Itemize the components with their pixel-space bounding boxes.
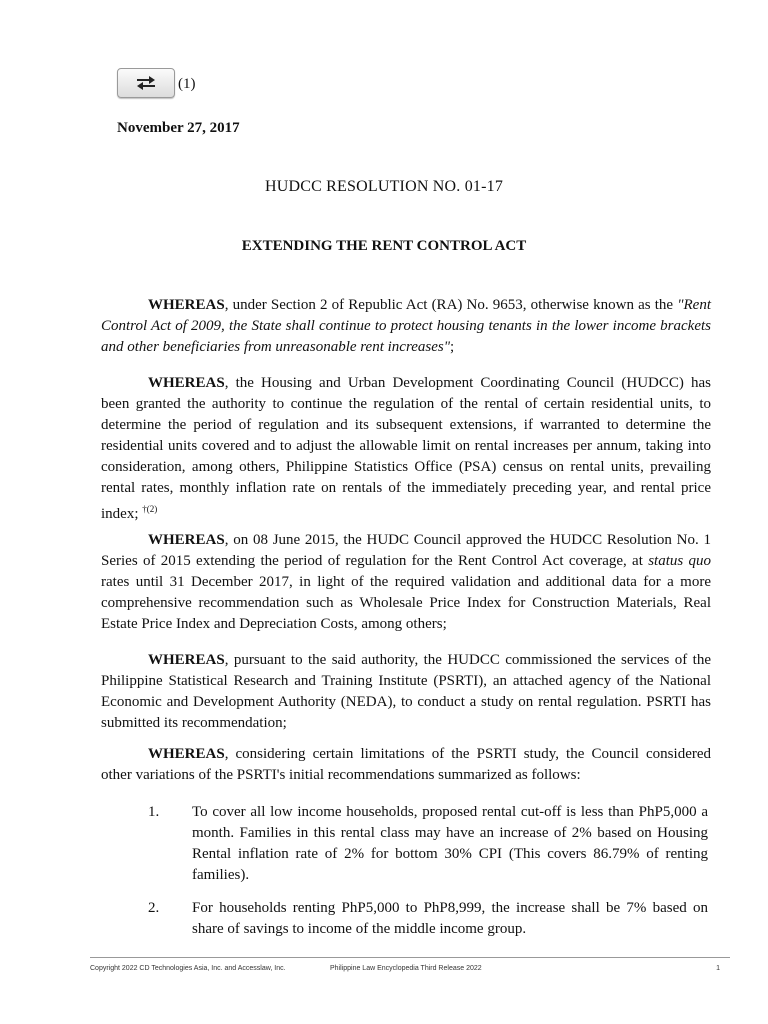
whereas-paragraph-5 <box>101 744 711 786</box>
resolution-number: HUDCC RESOLUTION NO. 01-17 <box>264 178 504 195</box>
paragraph-quote: "Rent Control Act of 2009, the State shall continue to protect housing tenants in the lower income brackets and other beneficiaries from unreasonable rent increases" <box>101 297 711 355</box>
paragraph-text: rates until 31 December 2017, in light of the required validation and additional data for a more comprehensive recommendation such as Wholesale Price Index for Construction Materials, Real Estate Price Index and Depreciation Costs, among others; <box>101 574 711 632</box>
whereas-paragraph-2 <box>101 373 711 525</box>
footer-divider <box>90 957 730 958</box>
footnote-superscript[interactable]: †(2) <box>142 504 158 514</box>
whereas-paragraph-1 <box>101 295 711 358</box>
paragraph-text: , pursuant to the said authority, the HUDCC commissioned the services of the Philippine Statistical Research and Training Institute (PSRTI), an attached agency of the National Economic and Development Authority (NEDA), to conduct a study on rental regulation. PSRTI has submitted its recommendation; <box>101 652 711 731</box>
whereas-paragraph-4 <box>101 650 711 734</box>
paragraph-text: , on 08 June 2015, the HUDC Council approved the HUDCC Resolution No. 1 Series of 2015 extending the period of regulation for the Rent Control Act coverage, at <box>101 532 711 569</box>
list-item-text: For households renting PhP5,000 to PhP8,999, the increase shall be 7% based on share of savings to income of the middle income group. <box>192 900 708 937</box>
paragraph-italic: status quo <box>648 553 711 569</box>
footer-publication: Philippine Law Encyclopedia Third Release 2022 <box>330 965 482 972</box>
swap-arrows-icon <box>133 75 159 91</box>
footer-copyright: Copyright 2022 CD Technologies Asia, Inc. and Accesslaw, Inc. <box>90 965 286 972</box>
whereas-paragraph-3 <box>101 530 711 635</box>
resolution-title: EXTENDING THE RENT CONTROL ACT <box>241 238 527 254</box>
swap-toggle-button[interactable] <box>117 68 175 98</box>
footer-page-number: 1 <box>716 965 720 972</box>
whereas-lead: WHEREAS <box>148 532 225 548</box>
document-date: November 27, 2017 <box>117 120 240 136</box>
footnote-reference[interactable]: (1) <box>178 76 196 92</box>
paragraph-text: ; <box>450 339 455 355</box>
paragraph-text: , the Housing and Urban Development Coordinating Council (HUDCC) has been granted the authority to continue the regulation of the rental of certain residential units, to determine the period of regulation and its subsequent extensions, if warranted to determine the residential units covered and to adjust the allowable limit on rental increases per annum, taking into consideration, among others, Philippine Statistics Office (PSA) census on rental units, prevailing rental rates, monthly inflation rate on rentals of the immediately preceding year, and rental price index; <box>101 375 711 522</box>
list-item-number: 1. <box>148 804 160 820</box>
paragraph-text: , considering certain limitations of the PSRTI study, the Council considered other variations of the PSRTI's initial recommendations summarized as follows: <box>101 746 711 783</box>
paragraph-text: , under Section 2 of Republic Act (RA) No. 9653, otherwise known as the <box>224 297 678 313</box>
list-item-number: 2. <box>148 900 160 916</box>
whereas-lead: WHEREAS <box>148 375 225 391</box>
whereas-lead: WHEREAS <box>148 746 225 762</box>
list-item-text: To cover all low income households, proposed rental cut-off is less than PhP5,000 a month. Families in this rental class may have an increase of 2% based on Housing Rental inflation rate of 2% for bottom 30% CPI (This covers 86.79% of renting families). <box>192 804 708 883</box>
whereas-lead: WHEREAS <box>148 652 225 668</box>
whereas-lead: WHEREAS <box>148 297 225 313</box>
